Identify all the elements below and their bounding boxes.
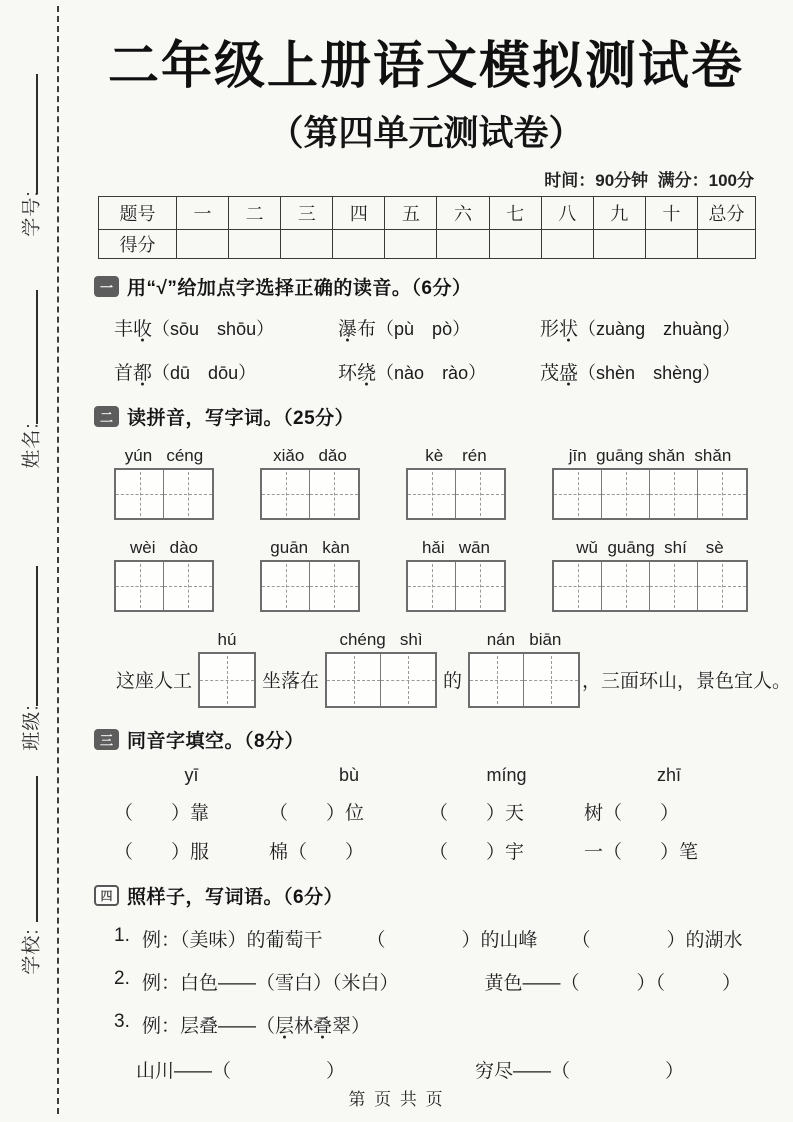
- score-table-cell: 四: [333, 197, 385, 230]
- section1-header: [94, 273, 760, 300]
- pronunciation-item: [114, 358, 338, 385]
- writing-group: [406, 444, 506, 520]
- score-table-cell: 题号: [99, 197, 177, 230]
- writing-grid-row: [114, 536, 760, 612]
- student-id-label: 学号:: [21, 190, 43, 237]
- score-table-cell: 一: [177, 197, 229, 230]
- writing-group: [468, 628, 580, 708]
- pinyin-label: míng: [486, 765, 527, 785]
- word-pattern-item: [114, 968, 760, 995]
- blank-item: （ ）的湖水: [571, 930, 743, 951]
- example-text: 例：（美味）的葡萄干: [142, 930, 323, 951]
- pinyin-label: hú: [217, 630, 237, 649]
- page-title: 二年级上册语文模拟测试卷: [107, 37, 744, 94]
- blank-item: （ ）服: [114, 842, 210, 863]
- dotted-char: 收 ●: [133, 319, 152, 340]
- blank-item: （ ）天: [429, 803, 525, 824]
- pinyin-options: （pù pò）: [376, 319, 471, 339]
- time-score-info: 时间：90分钟 满分：100分: [544, 171, 754, 190]
- page-subtitle: （第四单元测试卷）: [268, 114, 584, 153]
- dotted-char: 都 ●: [133, 363, 152, 384]
- writing-cell: [650, 470, 698, 518]
- blank-item: 穷尽——（ ）: [475, 1061, 685, 1082]
- score-table: [98, 196, 756, 259]
- score-blank-cell: [333, 230, 385, 259]
- school-answer-line: [36, 776, 38, 922]
- blank-item: 树（ ）: [584, 803, 680, 824]
- character-cells: [406, 560, 506, 612]
- blank-item: 黄色——（ ）（ ）: [484, 973, 742, 994]
- character-cells: [552, 468, 748, 520]
- writing-group: [260, 444, 360, 520]
- character-cells: [552, 560, 748, 612]
- word-pattern-item: [114, 925, 760, 952]
- character-cells: [468, 652, 580, 708]
- writing-cell: [698, 562, 746, 610]
- pinyin-label: nán biān: [486, 630, 562, 649]
- sentence-text: ，三面环山，景色宜人。: [582, 670, 792, 692]
- word-char: 布: [357, 319, 377, 340]
- writing-cell: [408, 562, 456, 610]
- score-table-cell: 二: [229, 197, 281, 230]
- margin-dashed-divider: [57, 6, 59, 1114]
- dotted-char: 层 ●: [275, 1016, 294, 1037]
- pinyin-label: kè rén: [425, 446, 487, 465]
- student-id-answer-line: [36, 74, 38, 194]
- score-blank-cell: [229, 230, 281, 259]
- word-pattern-item: [114, 1011, 760, 1038]
- pinyin-options: （zuàng zhuàng）: [578, 319, 741, 339]
- section4-header: [94, 882, 760, 909]
- writing-cell: [456, 470, 504, 518]
- section1-items: [114, 314, 760, 385]
- writing-cell: [554, 470, 602, 518]
- character-cells: [114, 468, 214, 520]
- section3-title: 同音字填空。（8分）: [127, 731, 305, 752]
- dotted-char: 瀑 ●: [338, 319, 357, 340]
- sentence-fill-line: [110, 628, 792, 708]
- writing-group: [114, 536, 214, 612]
- example-text-part: 例：层叠——（: [142, 1016, 276, 1037]
- writing-grid-row: [114, 444, 760, 520]
- score-table-cell: 八: [541, 197, 593, 230]
- pinyin-label: wǔ guāng shí sè: [576, 538, 724, 557]
- writing-cell: [164, 470, 212, 518]
- example-text-part: ）: [351, 1016, 371, 1037]
- score-blank-cell: [177, 230, 229, 259]
- character-cells: [325, 652, 437, 708]
- homophone-blank-row: [114, 798, 760, 825]
- pinyin-options: （shèn shèng）: [578, 363, 721, 383]
- pinyin-options: （sōu shōu）: [152, 319, 275, 339]
- section2-number-badge: 二: [94, 406, 119, 427]
- blank-item: （ ）位: [269, 803, 365, 824]
- sentence-text: 这座人工: [116, 670, 193, 692]
- blank-item: （ ）的山峰: [366, 930, 538, 951]
- writing-cell: [262, 562, 310, 610]
- writing-cell: [164, 562, 212, 610]
- score-table-cell: 六: [437, 197, 489, 230]
- word-char: 茂: [540, 363, 560, 384]
- score-table-cell: 总分: [698, 197, 756, 230]
- dotted-char: 叠 ●: [313, 1016, 332, 1037]
- pronunciation-item: [338, 358, 540, 385]
- name-label: 姓名:: [21, 422, 43, 469]
- score-table-cell: 九: [593, 197, 645, 230]
- writing-cell: [408, 470, 456, 518]
- writing-group: [552, 536, 748, 612]
- score-blank-cell: [385, 230, 437, 259]
- section2-header: [94, 403, 760, 430]
- pronunciation-item: [338, 314, 540, 341]
- writing-cell: [381, 654, 435, 706]
- score-blank-cell: [645, 230, 697, 259]
- blank-item: 棉（ ）: [269, 842, 365, 863]
- pronunciation-item: [540, 358, 760, 385]
- writing-cell: [456, 562, 504, 610]
- score-table-cell: 七: [489, 197, 541, 230]
- writing-cell: [554, 562, 602, 610]
- school-label: 学校:: [21, 928, 43, 975]
- pinyin-label: bù: [338, 765, 360, 785]
- item-number: 2.: [114, 968, 130, 989]
- score-row-label: 得分: [99, 230, 177, 259]
- pronunciation-item: [540, 314, 760, 341]
- example-text: [142, 1011, 370, 1038]
- score-table-header-row: [99, 197, 756, 230]
- score-blank-cell: [437, 230, 489, 259]
- character-cells: [406, 468, 506, 520]
- pinyin-label: guān kàn: [270, 538, 350, 557]
- pinyin-label: zhī: [656, 765, 681, 785]
- item-number: 3.: [114, 1011, 130, 1032]
- writing-cell: [470, 654, 524, 706]
- item-number: 1.: [114, 925, 130, 946]
- sentence-text: 坐落在: [262, 670, 320, 692]
- example-text: 例：白色——（雪白）（米白）: [142, 973, 399, 994]
- writing-group: [260, 536, 360, 612]
- pinyin-label: hǎi wān: [421, 538, 491, 557]
- writing-group: [406, 536, 506, 612]
- writing-cell: [327, 654, 381, 706]
- section1-title: 用“√”给加点字选择正确的读音。（6分）: [127, 278, 472, 299]
- dotted-char: 盛 ●: [559, 363, 578, 384]
- character-cells: [198, 652, 256, 708]
- writing-cell: [650, 562, 698, 610]
- pinyin-label: chéng shì: [339, 630, 423, 649]
- dotted-char: 状 ●: [559, 319, 578, 340]
- score-blank-cell: [281, 230, 333, 259]
- writing-group: [198, 628, 256, 708]
- pinyin-options: （nào rào）: [376, 363, 487, 383]
- writing-cell: [116, 562, 164, 610]
- writing-cell: [310, 562, 358, 610]
- character-cells: [260, 468, 360, 520]
- writing-cell: [310, 470, 358, 518]
- writing-cell: [602, 470, 650, 518]
- character-cells: [114, 560, 214, 612]
- homophone-pinyin-row: [114, 765, 760, 786]
- writing-cell: [262, 470, 310, 518]
- word-char: 环: [338, 363, 358, 384]
- writing-cell: [200, 654, 254, 706]
- writing-cell: [524, 654, 578, 706]
- section1-number-badge: 一: [94, 276, 119, 297]
- section4-title: 照样子，写词语。（6分）: [127, 887, 344, 908]
- blank-item: （ ）宇: [429, 842, 525, 863]
- pinyin-label: xiǎo dǎo: [273, 446, 347, 465]
- word-char: 形: [540, 319, 560, 340]
- pinyin-label: wèi dào: [129, 538, 199, 557]
- pinyin-label: yī: [184, 765, 199, 785]
- section3-number-badge: 三: [94, 729, 119, 750]
- writing-group: [114, 444, 214, 520]
- class-label: 班级:: [21, 704, 43, 751]
- score-blank-cell: [698, 230, 756, 259]
- score-blank-cell: [593, 230, 645, 259]
- word-char: 丰: [114, 319, 134, 340]
- section2-title: 读拼音，写字词。（25分）: [127, 408, 355, 429]
- pinyin-label: jīn guāng shǎn shǎn: [568, 446, 732, 465]
- word-pattern-blanks: [136, 1056, 760, 1083]
- section4-number-badge: 四: [94, 885, 119, 906]
- character-cells: [260, 560, 360, 612]
- paper-content: [92, 0, 792, 1083]
- score-table-cell: 五: [385, 197, 437, 230]
- score-blank-cell: [541, 230, 593, 259]
- writing-cell: [116, 470, 164, 518]
- writing-group: [325, 628, 437, 708]
- example-char: 翠: [332, 1016, 352, 1037]
- blank-item: （ ）靠: [114, 803, 210, 824]
- class-answer-line: [36, 566, 38, 706]
- writing-cell: [602, 562, 650, 610]
- example-char: 林: [294, 1016, 314, 1037]
- word-char: 首: [114, 363, 134, 384]
- page-footer: 第 页 共 页: [348, 1090, 445, 1109]
- score-table-score-row: [99, 230, 756, 259]
- blank-item: 山川——（ ）: [136, 1061, 346, 1082]
- score-blank-cell: [489, 230, 541, 259]
- score-table-cell: 十: [645, 197, 697, 230]
- blank-item: 一（ ）笔: [584, 842, 699, 863]
- pinyin-label: yún céng: [124, 446, 204, 465]
- pronunciation-item: [114, 314, 338, 341]
- dotted-char: 绕 ●: [357, 363, 376, 384]
- section3-header: [94, 726, 760, 753]
- pinyin-options: （dū dōu）: [152, 363, 257, 383]
- sentence-text: 的: [443, 670, 463, 692]
- score-table-cell: 三: [281, 197, 333, 230]
- writing-group: [552, 444, 748, 520]
- name-answer-line: [36, 290, 38, 424]
- homophone-blank-row: [114, 837, 760, 864]
- writing-cell: [698, 470, 746, 518]
